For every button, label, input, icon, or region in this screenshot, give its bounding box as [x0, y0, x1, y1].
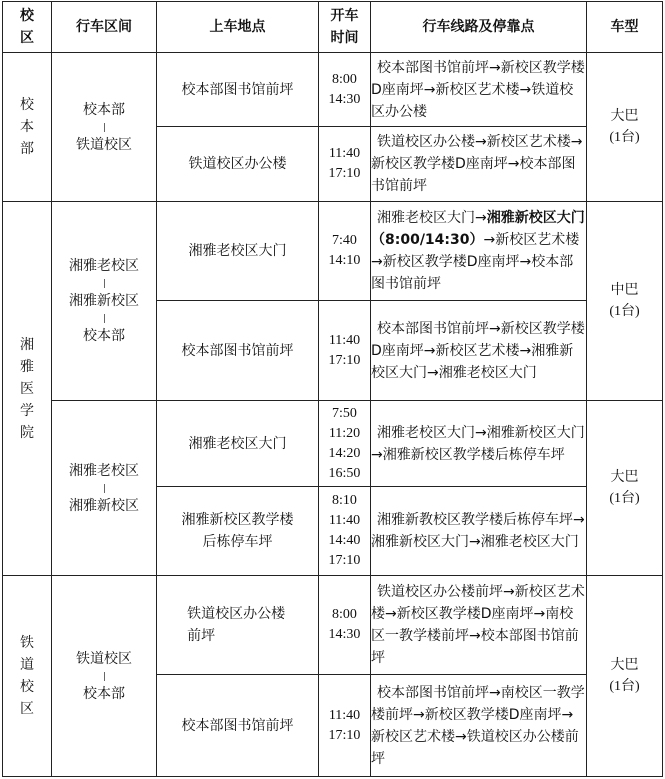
header-vehicle: 车型: [587, 2, 663, 53]
departure-time: 11:20: [328, 425, 361, 441]
departure-time: 8:10: [332, 493, 357, 508]
departure-time: 11:40: [328, 513, 361, 528]
route-cell: 湘雅新教校区教学楼后栋停车坪→湘雅新校区大门→湘雅老校区大门: [371, 487, 587, 576]
connector-line: [104, 672, 105, 681]
segment-cell: [52, 576, 157, 777]
departure-time: 7:50: [332, 405, 357, 421]
segment-stop: 校本部: [83, 101, 125, 118]
times-cell: [319, 301, 371, 401]
departure-time: 17:10: [328, 727, 361, 743]
segment-stop: 铁道校区: [76, 136, 132, 153]
departure-time: 11:40: [328, 707, 361, 723]
header-campus: 校区: [3, 2, 52, 53]
route-cell: 湘雅老校区大门→湘雅新校区大门→湘雅新校区教学楼后栋停车坪: [371, 401, 587, 487]
table-row: [3, 576, 663, 675]
pickup-cell: 湘雅老校区大门: [157, 202, 319, 301]
vehicle-cell: [587, 401, 663, 576]
departure-time: 14:10: [328, 253, 361, 268]
vehicle-count: (1台): [609, 304, 640, 319]
table-row: [3, 401, 663, 487]
campus-cell: 湘雅医学院: [3, 202, 52, 576]
times-cell: [319, 401, 371, 487]
departure-time: 8:00: [332, 607, 357, 622]
vehicle-count: (1台): [609, 491, 640, 506]
departure-time: 14:30: [328, 627, 361, 642]
segment-stop: 铁道校区: [76, 650, 132, 667]
pickup-cell: 湘雅新校区教学楼后栋停车坪: [157, 487, 319, 576]
segment-cell: [52, 401, 157, 576]
departure-time: 11:40: [328, 146, 361, 161]
segment-stop: 湘雅老校区: [69, 462, 139, 479]
vehicle-cell: [587, 576, 663, 777]
segment-cell: [52, 202, 157, 401]
segment-cell: [52, 53, 157, 202]
pickup-cell: 铁道校区办公楼前坪: [157, 576, 319, 675]
vehicle-type: 大巴: [610, 469, 639, 485]
departure-time: 17:10: [328, 352, 361, 368]
times-cell: [319, 576, 371, 675]
route-text: →新校区艺术楼→新校区教学楼D座南坪→校本部图书馆前坪: [371, 232, 580, 292]
campus-cell: 校本部: [3, 53, 52, 202]
vehicle-type: 大巴: [610, 657, 639, 673]
route-cell: 铁道校区办公楼前坪→新校区艺术楼→新校区教学楼D座南坪→南校区一教学楼前坪→校本部图书馆前坪: [371, 576, 587, 675]
pickup-cell: 校本部图书馆前坪: [157, 675, 319, 777]
vehicle-cell: [587, 53, 663, 202]
route-cell: 校本部图书馆前坪→新校区教学楼D座南坪→新校区艺术楼→湘雅新校区大门→湘雅老校区大门: [371, 301, 587, 401]
pickup-cell: 湘雅老校区大门: [157, 401, 319, 487]
header-segment: 行车区间: [52, 2, 157, 53]
departure-time: 17:10: [328, 166, 361, 181]
times-cell: [319, 202, 371, 301]
table-row: [3, 53, 663, 127]
segment-stop: 湘雅新校区: [69, 497, 139, 514]
vehicle-count: (1台): [609, 679, 640, 694]
departure-time: 8:00: [332, 71, 357, 87]
segment-stop: 湘雅新校区: [69, 293, 139, 309]
vehicle-type: 中巴: [610, 282, 639, 298]
pickup-cell: 校本部图书馆前坪: [157, 301, 319, 401]
departure-time: 14:30: [328, 91, 361, 107]
header-row: [3, 2, 663, 53]
route-highlight: 湘雅新校区大门（8:00/14:30）: [371, 210, 585, 248]
header-pickup: 上车地点: [157, 2, 319, 53]
connector-line: [104, 314, 105, 323]
route-cell: 铁道校区办公楼→新校区艺术楼→新校区教学楼D座南坪→校本部图书馆前坪: [371, 127, 587, 202]
departure-time: 17:10: [328, 553, 361, 568]
table-row: [3, 202, 663, 301]
connector-line: [104, 123, 105, 132]
route-cell: 校本部图书馆前坪→南校区一教学楼前坪→新校区教学楼D座南坪→新校区艺术楼→铁道校区办公楼前坪: [371, 675, 587, 777]
times-cell: [319, 675, 371, 777]
times-cell: [319, 127, 371, 202]
departure-time: 16:50: [328, 465, 361, 481]
route-text: 湘雅老校区大门→: [377, 210, 487, 226]
header-times: 开车时间: [319, 2, 371, 53]
header-route: 行车线路及停靠点: [371, 2, 587, 53]
shuttle-schedule-table: [2, 1, 663, 777]
departure-time: 7:40: [332, 233, 357, 248]
vehicle-count: (1台): [609, 130, 640, 145]
pickup-cell: 校本部图书馆前坪: [157, 53, 319, 127]
vehicle-cell: [587, 202, 663, 401]
departure-time: 11:40: [328, 332, 361, 348]
route-cell: [371, 202, 587, 301]
times-cell: [319, 487, 371, 576]
departure-time: 14:20: [328, 445, 361, 461]
campus-cell: 铁道校区: [3, 576, 52, 777]
segment-stop: 校本部: [83, 685, 125, 702]
connector-line: [104, 484, 105, 493]
route-cell: 校本部图书馆前坪→新校区教学楼D座南坪→新校区艺术楼→铁道校区办公楼: [371, 53, 587, 127]
connector-line: [104, 279, 105, 288]
pickup-cell: 铁道校区办公楼: [157, 127, 319, 202]
departure-time: 14:40: [328, 533, 361, 548]
vehicle-type: 大巴: [610, 108, 639, 124]
segment-stop: 校本部: [83, 328, 125, 344]
segment-stop: 湘雅老校区: [69, 258, 139, 274]
times-cell: [319, 53, 371, 127]
